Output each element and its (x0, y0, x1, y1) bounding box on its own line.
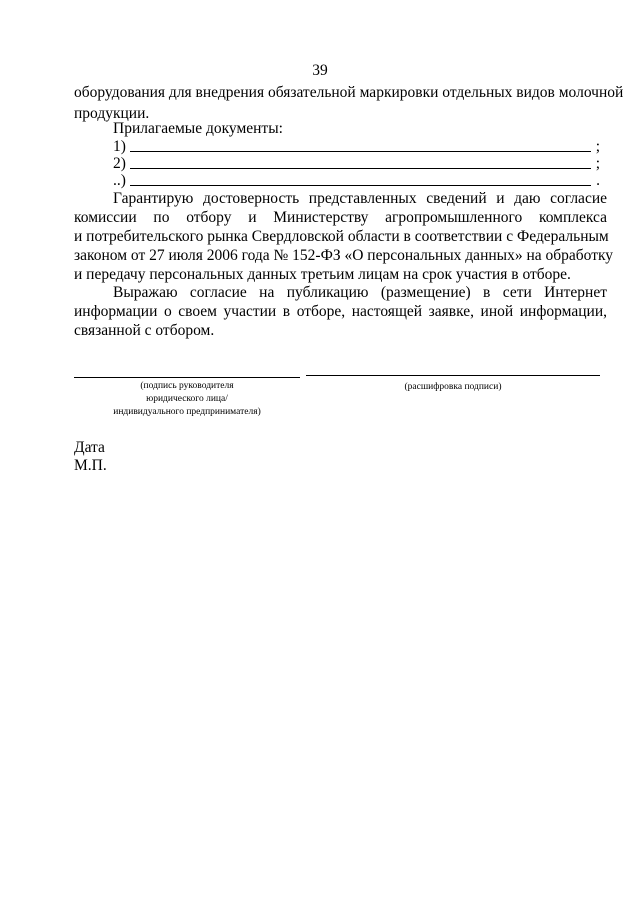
signature-caption: (подпись руководителя (140, 381, 234, 391)
guarantee-paragraph-line: и передачу персональных данных третьим лицам на срок участия в отборе. (74, 266, 571, 283)
list-punctuation: . (596, 172, 600, 189)
guarantee-paragraph-line: комиссии по отбору и Министерству агропромышленного комплекса (74, 209, 607, 226)
list-number: 2) (113, 155, 126, 172)
blank-line (130, 168, 591, 169)
blank-line (130, 151, 591, 152)
publication-consent-line: Выражаю согласие на публикацию (размещение) в сети Интернет (113, 284, 607, 301)
signature-transcript-line (306, 375, 600, 376)
stamp-label: М.П. (74, 457, 107, 474)
list-punctuation: ; (595, 155, 600, 172)
attached-documents-heading: Прилагаемые документы: (113, 120, 283, 137)
list-punctuation: ; (595, 138, 600, 155)
date-label: Дата (74, 439, 105, 456)
list-number: 1) (113, 138, 126, 155)
continuation-line: продукции. (74, 105, 150, 122)
signature-line (74, 377, 300, 378)
publication-consent-line: связанной с отбором. (74, 322, 215, 339)
signature-transcript-caption: (расшифровка подписи) (404, 382, 502, 392)
page-number: 39 (312, 62, 328, 79)
list-number: ..) (113, 172, 126, 189)
guarantee-paragraph-line: Гарантирую достоверность представленных сведений и даю согласие (113, 190, 607, 207)
publication-consent-line: информации о своем участии в отборе, настоящей заявке, иной информации, (74, 303, 607, 320)
signature-caption: юридического лица/ (146, 394, 228, 404)
blank-line (130, 185, 591, 186)
guarantee-paragraph-line: законом от 27 июля 2006 года № 152-ФЗ «О персональных данных» на обработку (74, 247, 614, 264)
continuation-line: оборудования для внедрения обязательной маркировки отдельных видов молочной (74, 84, 624, 101)
signature-caption: индивидуального предпринимателя) (113, 407, 261, 417)
guarantee-paragraph-line: и потребительского рынка Свердловской области в соответствии с Федеральным (74, 228, 609, 245)
